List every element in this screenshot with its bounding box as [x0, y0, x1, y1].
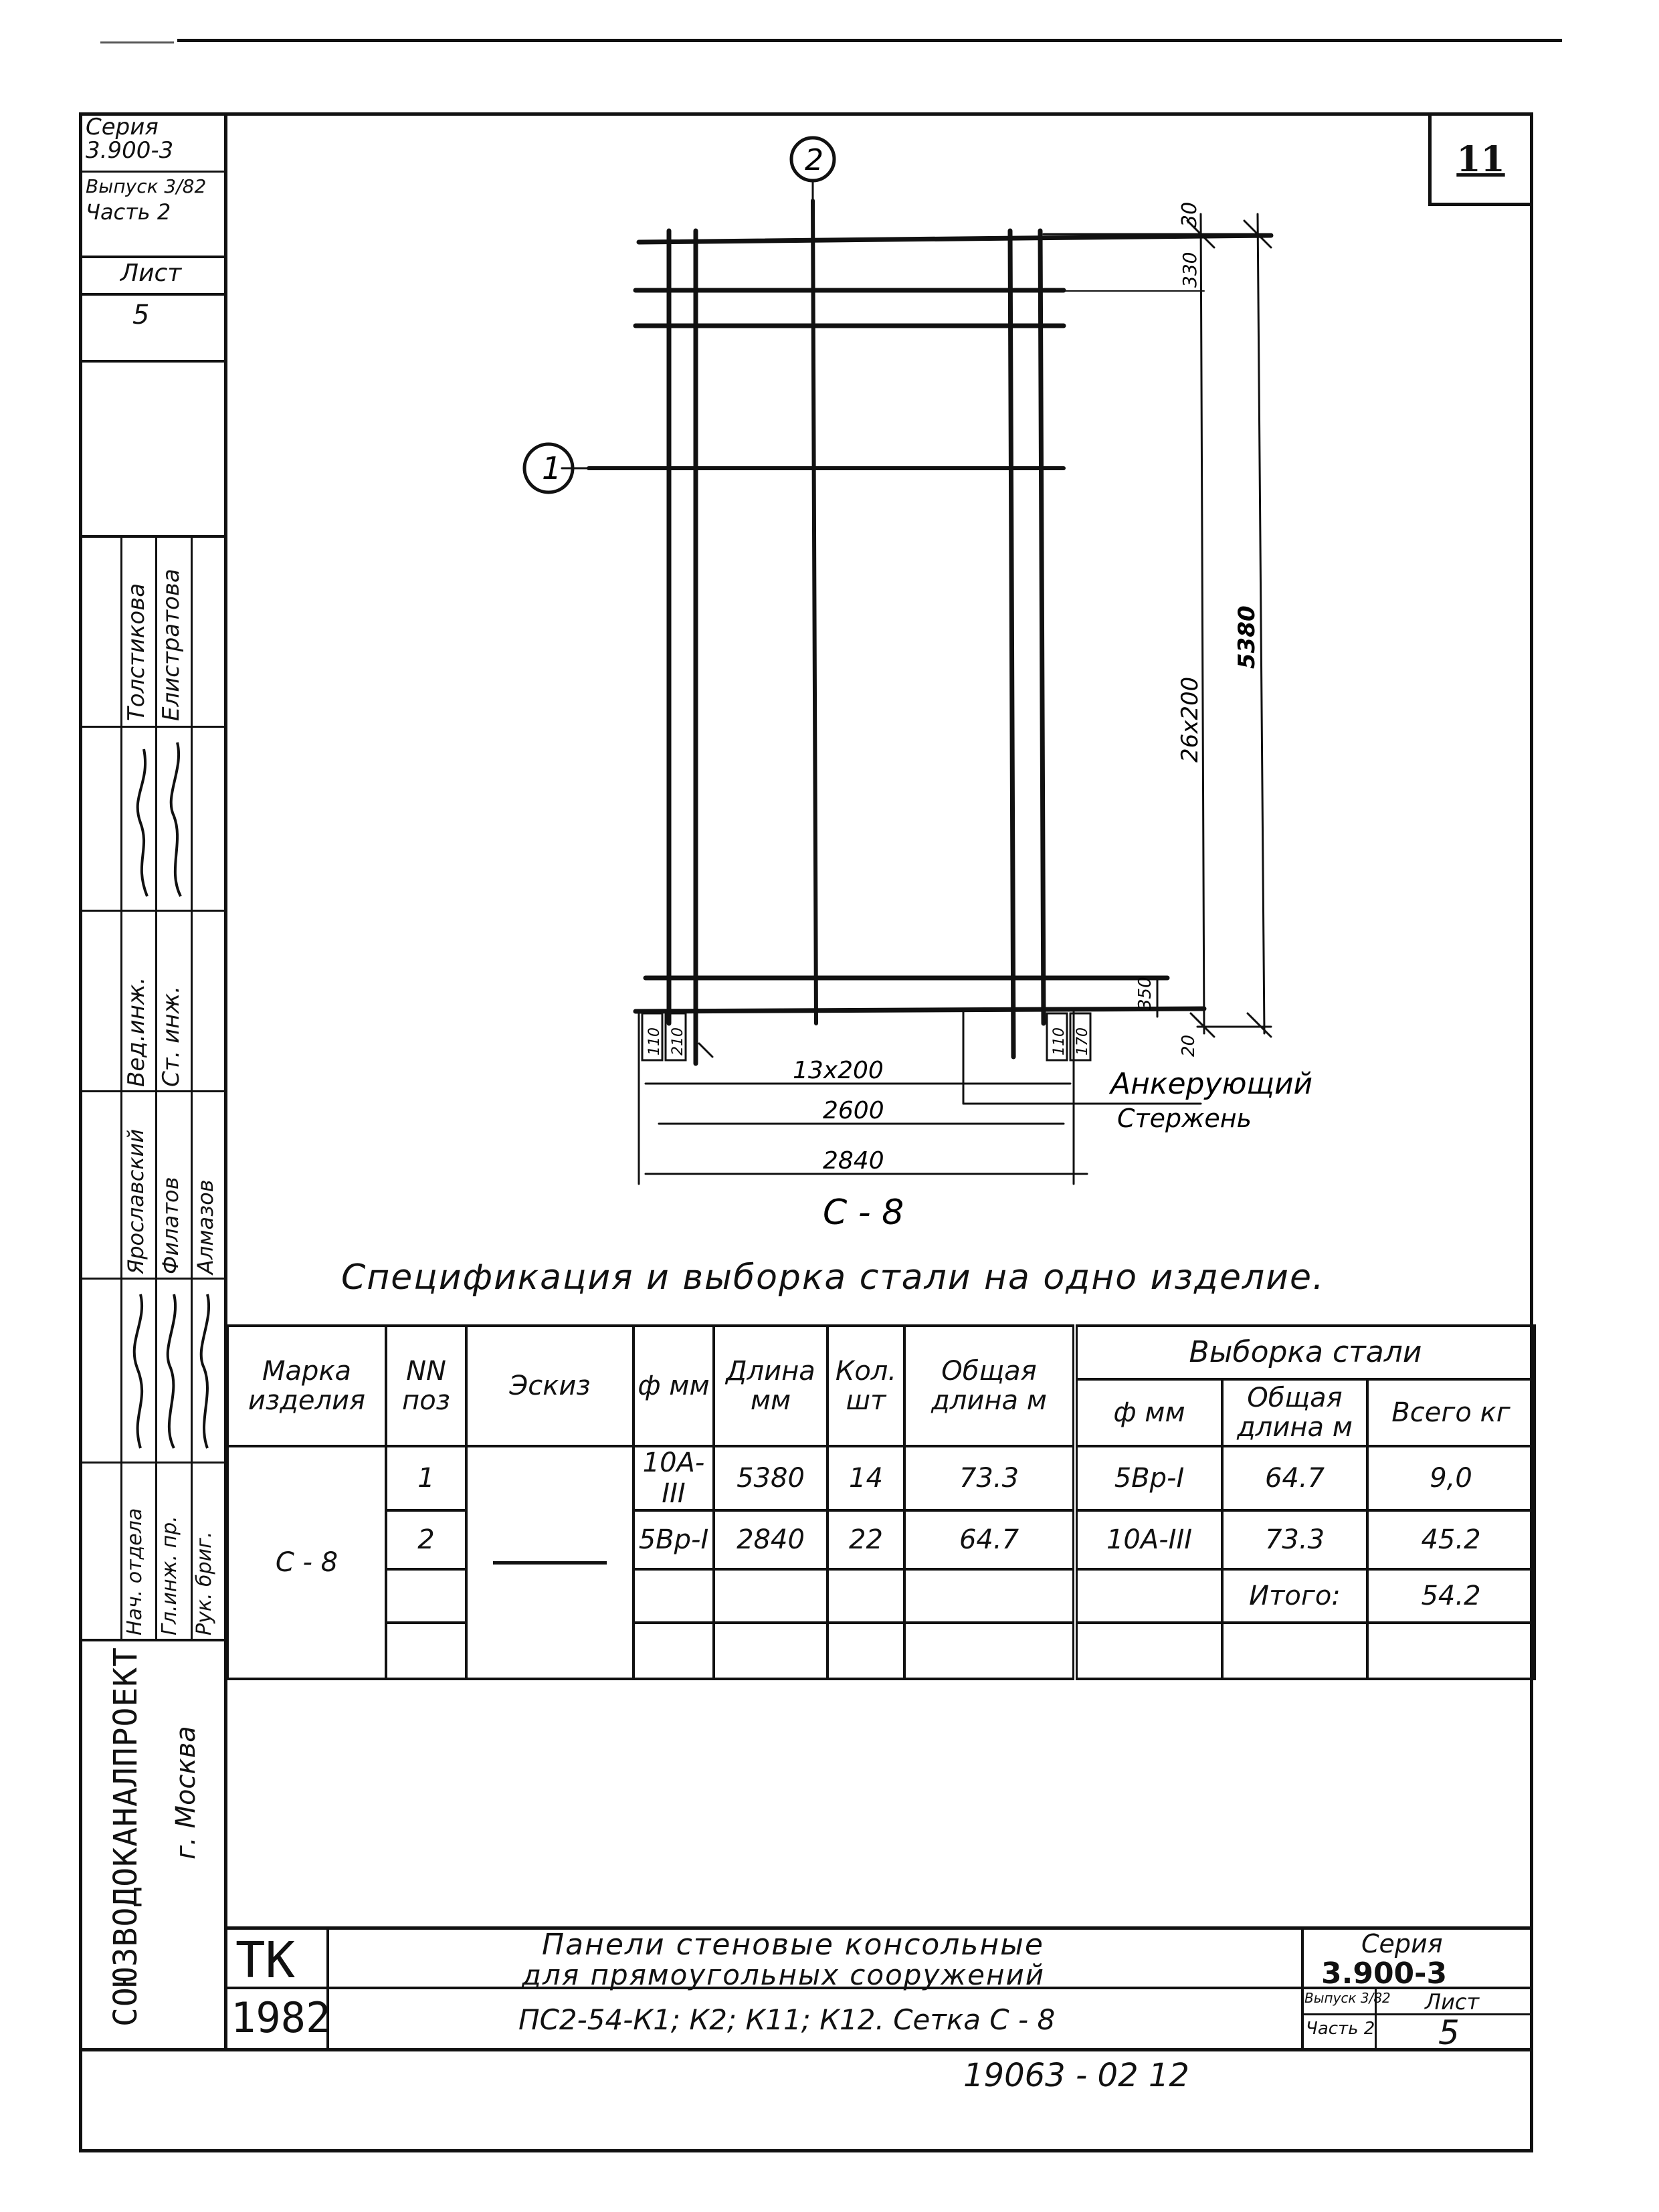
h-selection: Выборка стали: [1075, 1326, 1535, 1379]
h-sel-total: Всего кг: [1367, 1379, 1535, 1446]
row1-total: 73.3: [904, 1446, 1075, 1510]
year-label: 1982: [231, 1993, 331, 2042]
signatures-low: [120, 1281, 227, 1462]
left-part: Часть 2: [86, 199, 171, 225]
surname-4: Филатов: [158, 1177, 183, 1274]
total-value: 54.2: [1367, 1569, 1535, 1623]
title-line-1: Панели стеновые консольные: [542, 1928, 1044, 1962]
tk-label: ТК: [235, 1932, 296, 1989]
row1-sel-kg: 9,0: [1367, 1446, 1535, 1510]
bottom-strip-line: [79, 2048, 1533, 2051]
row1-sel-diam: 5Вр-I: [1075, 1446, 1222, 1510]
row2-total: 64.7: [904, 1510, 1075, 1569]
dim-350: 350: [1135, 977, 1155, 1010]
role-5: Рук. бриг.: [193, 1531, 216, 1635]
role-2: Ст. инж.: [158, 986, 185, 1087]
row2-qty: 22: [827, 1510, 904, 1569]
sketch-line: [493, 1561, 607, 1565]
h-pos: NN поз: [386, 1326, 466, 1446]
title-line-2: для прямоугольных сооружений: [522, 1958, 1046, 1991]
axis-1-label: 1: [542, 450, 562, 486]
dim-110-right: 110: [1051, 1027, 1068, 1055]
city: г. Москва: [171, 1726, 201, 1859]
sheet-badge-number: 11: [1456, 138, 1505, 180]
dim-30: 30: [1178, 201, 1201, 227]
surname-1: Толстикова: [123, 583, 150, 721]
sketch-cell: [466, 1446, 633, 1679]
h-qty: Кол. шт: [827, 1326, 904, 1446]
total-label: Итого:: [1222, 1569, 1367, 1623]
h-diam: ф мм: [633, 1326, 714, 1446]
bar-v-4: [1010, 231, 1013, 1057]
left-series-value: 3.900-3: [86, 137, 174, 164]
h-sel-diam: ф мм: [1075, 1379, 1222, 1446]
designation: ПС2-54-К1; К2; К11; К12. Сетка С - 8: [518, 2003, 1056, 2036]
spec-title: Спецификация и выборка стали на одно изделие.: [341, 1258, 1325, 1298]
bar-v-5: [1040, 231, 1044, 1023]
role-3: Нач. отдела: [123, 1508, 147, 1635]
bar-h-1: [639, 235, 1271, 242]
dim-110-left: 110: [646, 1027, 663, 1055]
row1-qty: 14: [827, 1446, 904, 1510]
anchor-label-2: Стержень: [1117, 1104, 1252, 1133]
role-4: Гл.инж. пр.: [158, 1516, 181, 1635]
surname-3: Ярославский: [123, 1128, 149, 1274]
dim-20: 20: [1179, 1034, 1199, 1057]
tb-series-label: Серия: [1361, 1929, 1443, 1958]
h-total-len: Общая длина м: [904, 1326, 1075, 1446]
h-sketch: Эскиз: [466, 1326, 633, 1446]
left-sheet-value: 5: [132, 300, 150, 330]
tb-sheet-value: 5: [1438, 2013, 1460, 2052]
row1-sel-len: 64.7: [1222, 1446, 1367, 1510]
surname-2: Елистратова: [158, 569, 185, 721]
row2-sel-len: 73.3: [1222, 1510, 1367, 1569]
tb-sheet-label: Лист: [1425, 1989, 1480, 2015]
row1-diam: 10А-III: [633, 1446, 714, 1510]
row1-len: 5380: [714, 1446, 827, 1510]
left-sheet-label: Лист: [120, 260, 182, 287]
h-len: Длина мм: [714, 1326, 827, 1446]
row1-pos: 1: [386, 1446, 466, 1510]
dim-210: 210: [670, 1027, 686, 1055]
tb-series-value: 3.900-3: [1321, 1956, 1448, 1991]
left-issue: Выпуск 3/82: [86, 175, 207, 197]
row2-sel-kg: 45.2: [1367, 1510, 1535, 1569]
spec-table: [226, 1324, 1536, 1680]
dim-13x200: 13х200: [793, 1057, 884, 1084]
tb-issue: Выпуск 3/82: [1304, 1990, 1391, 2006]
row2-len: 2840: [714, 1510, 827, 1569]
row2-diam: 5Вр-I: [633, 1510, 714, 1569]
h-sel-len: Общая длина м: [1222, 1379, 1367, 1446]
axis-2-label: 2: [805, 143, 823, 177]
footer-number: 19063 - 02 12: [963, 2057, 1189, 2094]
mark-cell: С - 8: [227, 1446, 386, 1679]
surname-5: Алмазов: [193, 1179, 218, 1274]
role-1: Вед.инж.: [123, 977, 150, 1087]
anchor-label-1: Анкерующий: [1110, 1067, 1313, 1101]
left-series-label: Серия: [86, 114, 159, 140]
row2-sel-diam: 10А-III: [1075, 1510, 1222, 1569]
dim-5380: 5380: [1234, 605, 1260, 669]
bar-h-6: [636, 1009, 1204, 1011]
mesh-name: С - 8: [823, 1193, 904, 1233]
organization: СОЮЗВОДОКАНАЛПРОЕКТ: [107, 1646, 144, 2027]
dim-2600: 2600: [823, 1097, 884, 1124]
dim-26x200: 26х200: [1177, 676, 1203, 763]
dim-170: 170: [1074, 1027, 1091, 1055]
h-mark: Марка изделия: [227, 1326, 386, 1446]
tb-part: Часть 2: [1306, 2019, 1375, 2039]
row2-pos: 2: [386, 1510, 466, 1569]
dim-330: 330: [1179, 252, 1201, 288]
dim-2840: 2840: [823, 1147, 884, 1175]
